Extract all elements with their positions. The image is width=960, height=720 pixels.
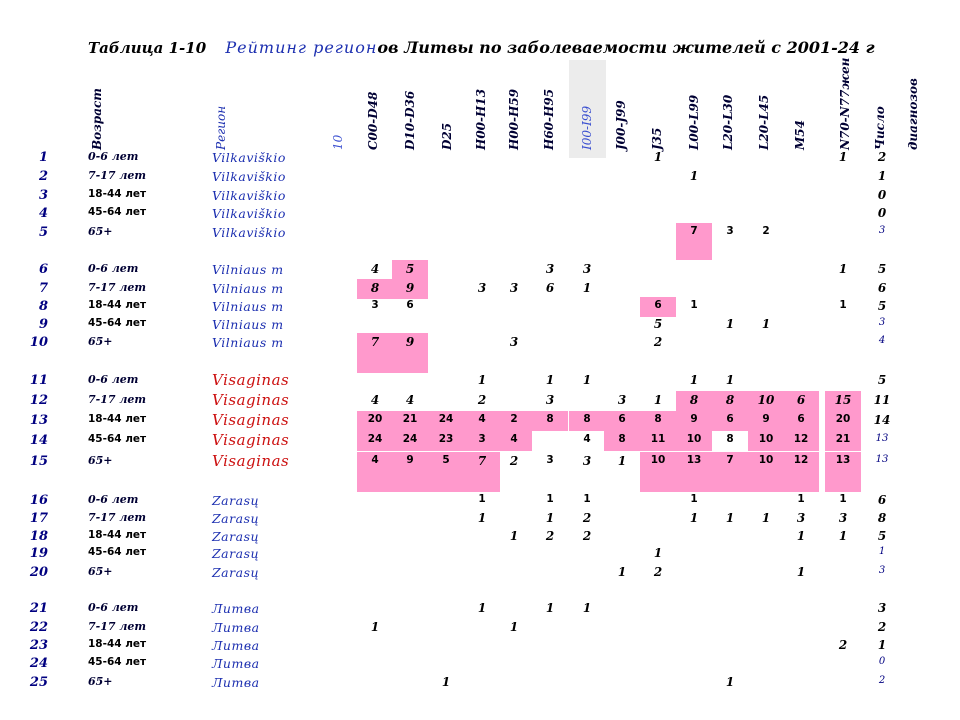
diagnosis-count: 5: [877, 529, 887, 543]
column-header: N70-N77жен: [838, 57, 852, 150]
cell-value: 24: [438, 413, 454, 425]
column-header: D10-D36: [403, 90, 417, 150]
cell-value: 2: [510, 413, 518, 425]
column-header: L20-L30: [721, 94, 735, 150]
cell-value: 3: [509, 335, 519, 349]
cell-value: 8: [726, 433, 734, 445]
cell-value: 5: [442, 454, 450, 466]
cell-value: 1: [478, 493, 486, 505]
cell-value: 1: [689, 511, 699, 525]
row-number: 16: [29, 493, 48, 508]
region-name: Vilkaviškio: [212, 169, 286, 184]
cell-value: 3: [545, 262, 555, 276]
cell-value: 1: [725, 511, 735, 525]
cell-value: 7: [690, 225, 698, 237]
diagnosis-count: 1: [877, 638, 887, 652]
row-number: 21: [29, 601, 48, 616]
cell-value: 9: [690, 413, 698, 425]
age-group: 0-6 лет: [88, 493, 139, 506]
age-group: 65+: [88, 565, 113, 578]
diagnosis-count: 8: [877, 511, 887, 525]
age-group: 18-44 лет: [88, 299, 147, 311]
region-name: Литва: [212, 675, 260, 690]
cell-value: 8: [689, 393, 699, 407]
cell-value: 1: [839, 299, 847, 311]
cell-value: 8: [583, 413, 591, 425]
region-name: Vilkaviškio: [212, 225, 286, 240]
cell-value: 1: [838, 529, 848, 543]
diagnosis-count: 0: [878, 656, 886, 667]
row-number: 14: [29, 433, 48, 448]
cell-value: 1: [582, 281, 592, 295]
cell-value: 3: [478, 433, 486, 445]
cell-value: 1: [545, 511, 555, 525]
region-name: Visaginas: [212, 391, 290, 409]
cell-value: 7: [726, 454, 734, 466]
diagnosis-count: 0: [877, 188, 887, 202]
diagnosis-count: 14: [873, 413, 891, 427]
cell-value: 3: [582, 262, 592, 276]
diagnosis-count: 11: [873, 393, 891, 407]
age-group: 45-64 лет: [88, 546, 147, 558]
row-number: 20: [29, 565, 48, 580]
column-header: 10: [331, 134, 345, 150]
diagnosis-count: 1: [878, 546, 886, 557]
cell-value: 1: [617, 565, 627, 579]
cell-value: 3: [545, 393, 555, 407]
region-name: Visaginas: [212, 371, 290, 389]
cell-value: 8: [370, 281, 380, 295]
age-group: 18-44 лет: [88, 529, 147, 541]
cell-value: 4: [371, 454, 379, 466]
cell-value: 1: [725, 373, 735, 387]
column-header: H60-H95: [542, 88, 556, 150]
age-group: 7-17 лет: [88, 511, 147, 524]
cell-value: 1: [796, 565, 806, 579]
region-name: Vilkaviškio: [212, 188, 286, 203]
cell-value: 6: [654, 299, 662, 311]
cell-value: 8: [725, 393, 735, 407]
row-number: 23: [29, 638, 48, 653]
age-group: 18-44 лет: [88, 638, 147, 650]
cell-value: 15: [834, 393, 852, 407]
cell-value: 1: [797, 493, 805, 505]
cell-value: 1: [545, 373, 555, 387]
diagnosis-count: 13: [875, 433, 889, 444]
row-number: 24: [29, 656, 48, 671]
cell-value: 3: [371, 299, 379, 311]
cell-value: 2: [545, 529, 555, 543]
age-group: 65+: [88, 454, 113, 467]
cell-value: 3: [726, 225, 734, 237]
cell-value: 1: [583, 493, 591, 505]
cell-value: 3: [509, 281, 519, 295]
diagnosis-count: 3: [878, 225, 886, 236]
age-group: 45-64 лет: [88, 206, 147, 218]
cell-value: 6: [545, 281, 555, 295]
cell-value: 8: [654, 413, 662, 425]
diagnosis-count: 5: [877, 262, 887, 276]
region-name: Zarasų: [212, 546, 260, 561]
region-name: Zarasų: [212, 511, 260, 526]
column-header: H00-H13: [474, 88, 488, 150]
cell-value: 10: [758, 433, 774, 445]
cell-value: 1: [839, 493, 847, 505]
cell-value: 4: [510, 433, 518, 445]
cell-value: 1: [653, 150, 663, 164]
age-group: 45-64 лет: [88, 656, 147, 668]
diagnosis-count: 13: [875, 454, 889, 465]
cell-value: 2: [582, 511, 592, 525]
region-name: Vilkaviškio: [212, 206, 286, 221]
column-header: C00-D48: [366, 91, 380, 150]
cell-value: 1: [477, 601, 487, 615]
cell-value: 1: [477, 511, 487, 525]
column-header: Возраст: [90, 88, 104, 150]
cell-value: 10: [686, 433, 702, 445]
cell-value: 13: [686, 454, 702, 466]
cell-value: 2: [838, 638, 848, 652]
cell-value: 1: [653, 393, 663, 407]
cell-value: 3: [477, 281, 487, 295]
cell-value: 6: [726, 413, 734, 425]
diagnosis-count: 5: [877, 299, 887, 313]
diagnosis-count: 2: [878, 675, 886, 686]
row-number: 10: [29, 335, 48, 350]
cell-value: 1: [725, 317, 735, 331]
title-part-1: Рейтинг регион: [225, 38, 378, 57]
cell-value: 20: [367, 413, 383, 425]
diagnosis-count: 3: [878, 565, 886, 576]
region-name: Visaginas: [212, 452, 290, 470]
column-header: Регион: [214, 105, 228, 150]
region-name: Литва: [212, 620, 260, 635]
cell-value: 12: [793, 433, 809, 445]
age-group: 45-64 лет: [88, 317, 147, 329]
region-name: Литва: [212, 638, 260, 653]
region-name: Visaginas: [212, 411, 290, 429]
cell-value: 1: [441, 675, 451, 689]
age-group: 65+: [88, 675, 113, 688]
cell-value: 8: [618, 433, 626, 445]
cell-value: 9: [406, 454, 414, 466]
row-number: 1: [38, 150, 48, 165]
age-group: 0-6 лет: [88, 601, 139, 614]
cell-value: 3: [582, 454, 592, 468]
region-name: Zarasų: [212, 565, 260, 580]
row-number: 4: [38, 206, 48, 221]
region-name: Vilniaus m: [212, 262, 284, 277]
cell-value: 9: [762, 413, 770, 425]
cell-value: 4: [405, 393, 415, 407]
cell-value: 1: [582, 601, 592, 615]
age-group: 7-17 лет: [88, 620, 147, 633]
region-name: Zarasų: [212, 493, 260, 508]
row-number: 3: [38, 188, 48, 203]
region-name: Vilniaus m: [212, 299, 284, 314]
cell-value: 3: [796, 511, 806, 525]
cell-value: 1: [509, 620, 519, 634]
cell-value: 12: [793, 454, 809, 466]
cell-value: 1: [546, 493, 554, 505]
diagnosis-count: 5: [877, 373, 887, 387]
cell-value: 4: [478, 413, 486, 425]
cell-value: 20: [835, 413, 851, 425]
diagnosis-count: 3: [877, 601, 887, 615]
row-number: 11: [29, 373, 48, 388]
row-number: 25: [29, 675, 48, 690]
age-group: 7-17 лет: [88, 393, 147, 406]
title-part-2: ов Литвы по заболеваемости жителей с 2001-24 г: [377, 38, 875, 57]
column-header: L20-L45: [757, 94, 771, 150]
cell-value: 4: [370, 393, 380, 407]
row-number: 17: [29, 511, 48, 526]
cell-value: 5: [405, 262, 415, 276]
column-header: J35: [650, 127, 664, 150]
cell-value: 7: [477, 454, 487, 468]
cell-value: 6: [797, 413, 805, 425]
cell-value: 3: [838, 511, 848, 525]
cell-value: 1: [582, 373, 592, 387]
row-number: 15: [29, 454, 48, 469]
row-number: 6: [38, 262, 48, 277]
cell-value: 13: [835, 454, 851, 466]
row-number: 18: [29, 529, 48, 544]
cell-value: 3: [546, 454, 554, 466]
column-header: Число: [873, 106, 887, 150]
cell-value: 1: [509, 529, 519, 543]
cell-value: 3: [617, 393, 627, 407]
row-number: 19: [29, 546, 48, 561]
row-number: 22: [29, 620, 48, 635]
cell-value: 2: [653, 335, 663, 349]
cell-value: 2: [509, 454, 519, 468]
cell-value: 1: [545, 601, 555, 615]
cell-value: 4: [583, 433, 591, 445]
diagnosis-count: 6: [877, 493, 887, 507]
region-name: Vilniaus m: [212, 281, 284, 296]
row-number: 8: [38, 299, 48, 314]
row-number: 2: [38, 169, 48, 184]
column-header: I00-I99: [580, 105, 594, 150]
cell-value: 1: [689, 169, 699, 183]
diagnosis-count: 1: [877, 169, 887, 183]
table-number: Таблица 1-10: [88, 39, 207, 57]
cell-value: 2: [477, 393, 487, 407]
column-header: J00-J99: [614, 100, 628, 150]
cell-value: 1: [690, 299, 698, 311]
cell-value: 7: [370, 335, 380, 349]
diagnosis-count: 2: [877, 150, 887, 164]
column-header: диагнозов: [906, 78, 920, 150]
age-group: 7-17 лет: [88, 169, 147, 182]
age-group: 0-6 лет: [88, 150, 139, 163]
region-name: Vilniaus m: [212, 335, 284, 350]
cell-value: 1: [690, 493, 698, 505]
age-group: 65+: [88, 225, 113, 238]
diagnosis-count: 3: [878, 317, 886, 328]
cell-value: 1: [617, 454, 627, 468]
cell-value: 1: [761, 317, 771, 331]
cell-value: 1: [838, 150, 848, 164]
cell-value: 1: [370, 620, 380, 634]
diagnosis-count: 4: [878, 335, 886, 346]
cell-value: 6: [406, 299, 414, 311]
cell-value: 2: [762, 225, 770, 237]
region-name: Vilkaviškio: [212, 150, 286, 165]
column-header: D25: [440, 122, 454, 150]
cell-value: 8: [546, 413, 554, 425]
row-number: 7: [38, 281, 48, 296]
age-group: 45-64 лет: [88, 433, 147, 445]
age-group: 18-44 лет: [88, 188, 147, 200]
region-name: Литва: [212, 601, 260, 616]
cell-value: 10: [758, 454, 774, 466]
cell-value: 24: [367, 433, 383, 445]
age-group: 0-6 лет: [88, 373, 139, 386]
cell-value: 4: [370, 262, 380, 276]
cell-value: 1: [796, 529, 806, 543]
age-group: 65+: [88, 335, 113, 348]
row-number: 5: [38, 225, 48, 240]
diagnosis-count: 6: [877, 281, 887, 295]
age-group: 7-17 лет: [88, 281, 147, 294]
row-number: 13: [29, 413, 48, 428]
cell-value: 1: [653, 546, 663, 560]
cell-value: 1: [725, 675, 735, 689]
column-header: H00-H59: [507, 88, 521, 150]
cell-value: 1: [761, 511, 771, 525]
row-number: 9: [38, 317, 48, 332]
region-name: Литва: [212, 656, 260, 671]
age-group: 0-6 лет: [88, 262, 139, 275]
column-header: M54: [793, 120, 807, 150]
cell-value: 9: [405, 335, 415, 349]
cell-value: 11: [650, 433, 666, 445]
diagnosis-count: 0: [877, 206, 887, 220]
region-name: Zarasų: [212, 529, 260, 544]
age-group: 18-44 лет: [88, 413, 147, 425]
cell-value: 6: [796, 393, 806, 407]
cell-value: 21: [835, 433, 851, 445]
cell-value: 2: [653, 565, 663, 579]
cell-value: 1: [689, 373, 699, 387]
column-header: L00-L99: [687, 94, 701, 150]
region-name: Vilniaus m: [212, 317, 284, 332]
cell-value: 10: [650, 454, 666, 466]
cell-value: 21: [402, 413, 418, 425]
row-number: 12: [29, 393, 48, 408]
cell-value: 9: [405, 281, 415, 295]
diagnosis-count: 2: [877, 620, 887, 634]
cell-value: 24: [402, 433, 418, 445]
cell-value: 6: [618, 413, 626, 425]
cell-value: 5: [653, 317, 663, 331]
cell-value: 10: [757, 393, 775, 407]
table-title: [88, 38, 875, 57]
cell-value: 1: [477, 373, 487, 387]
cell-value: 2: [582, 529, 592, 543]
cell-value: 23: [438, 433, 454, 445]
cell-value: 1: [838, 262, 848, 276]
region-name: Visaginas: [212, 431, 290, 449]
